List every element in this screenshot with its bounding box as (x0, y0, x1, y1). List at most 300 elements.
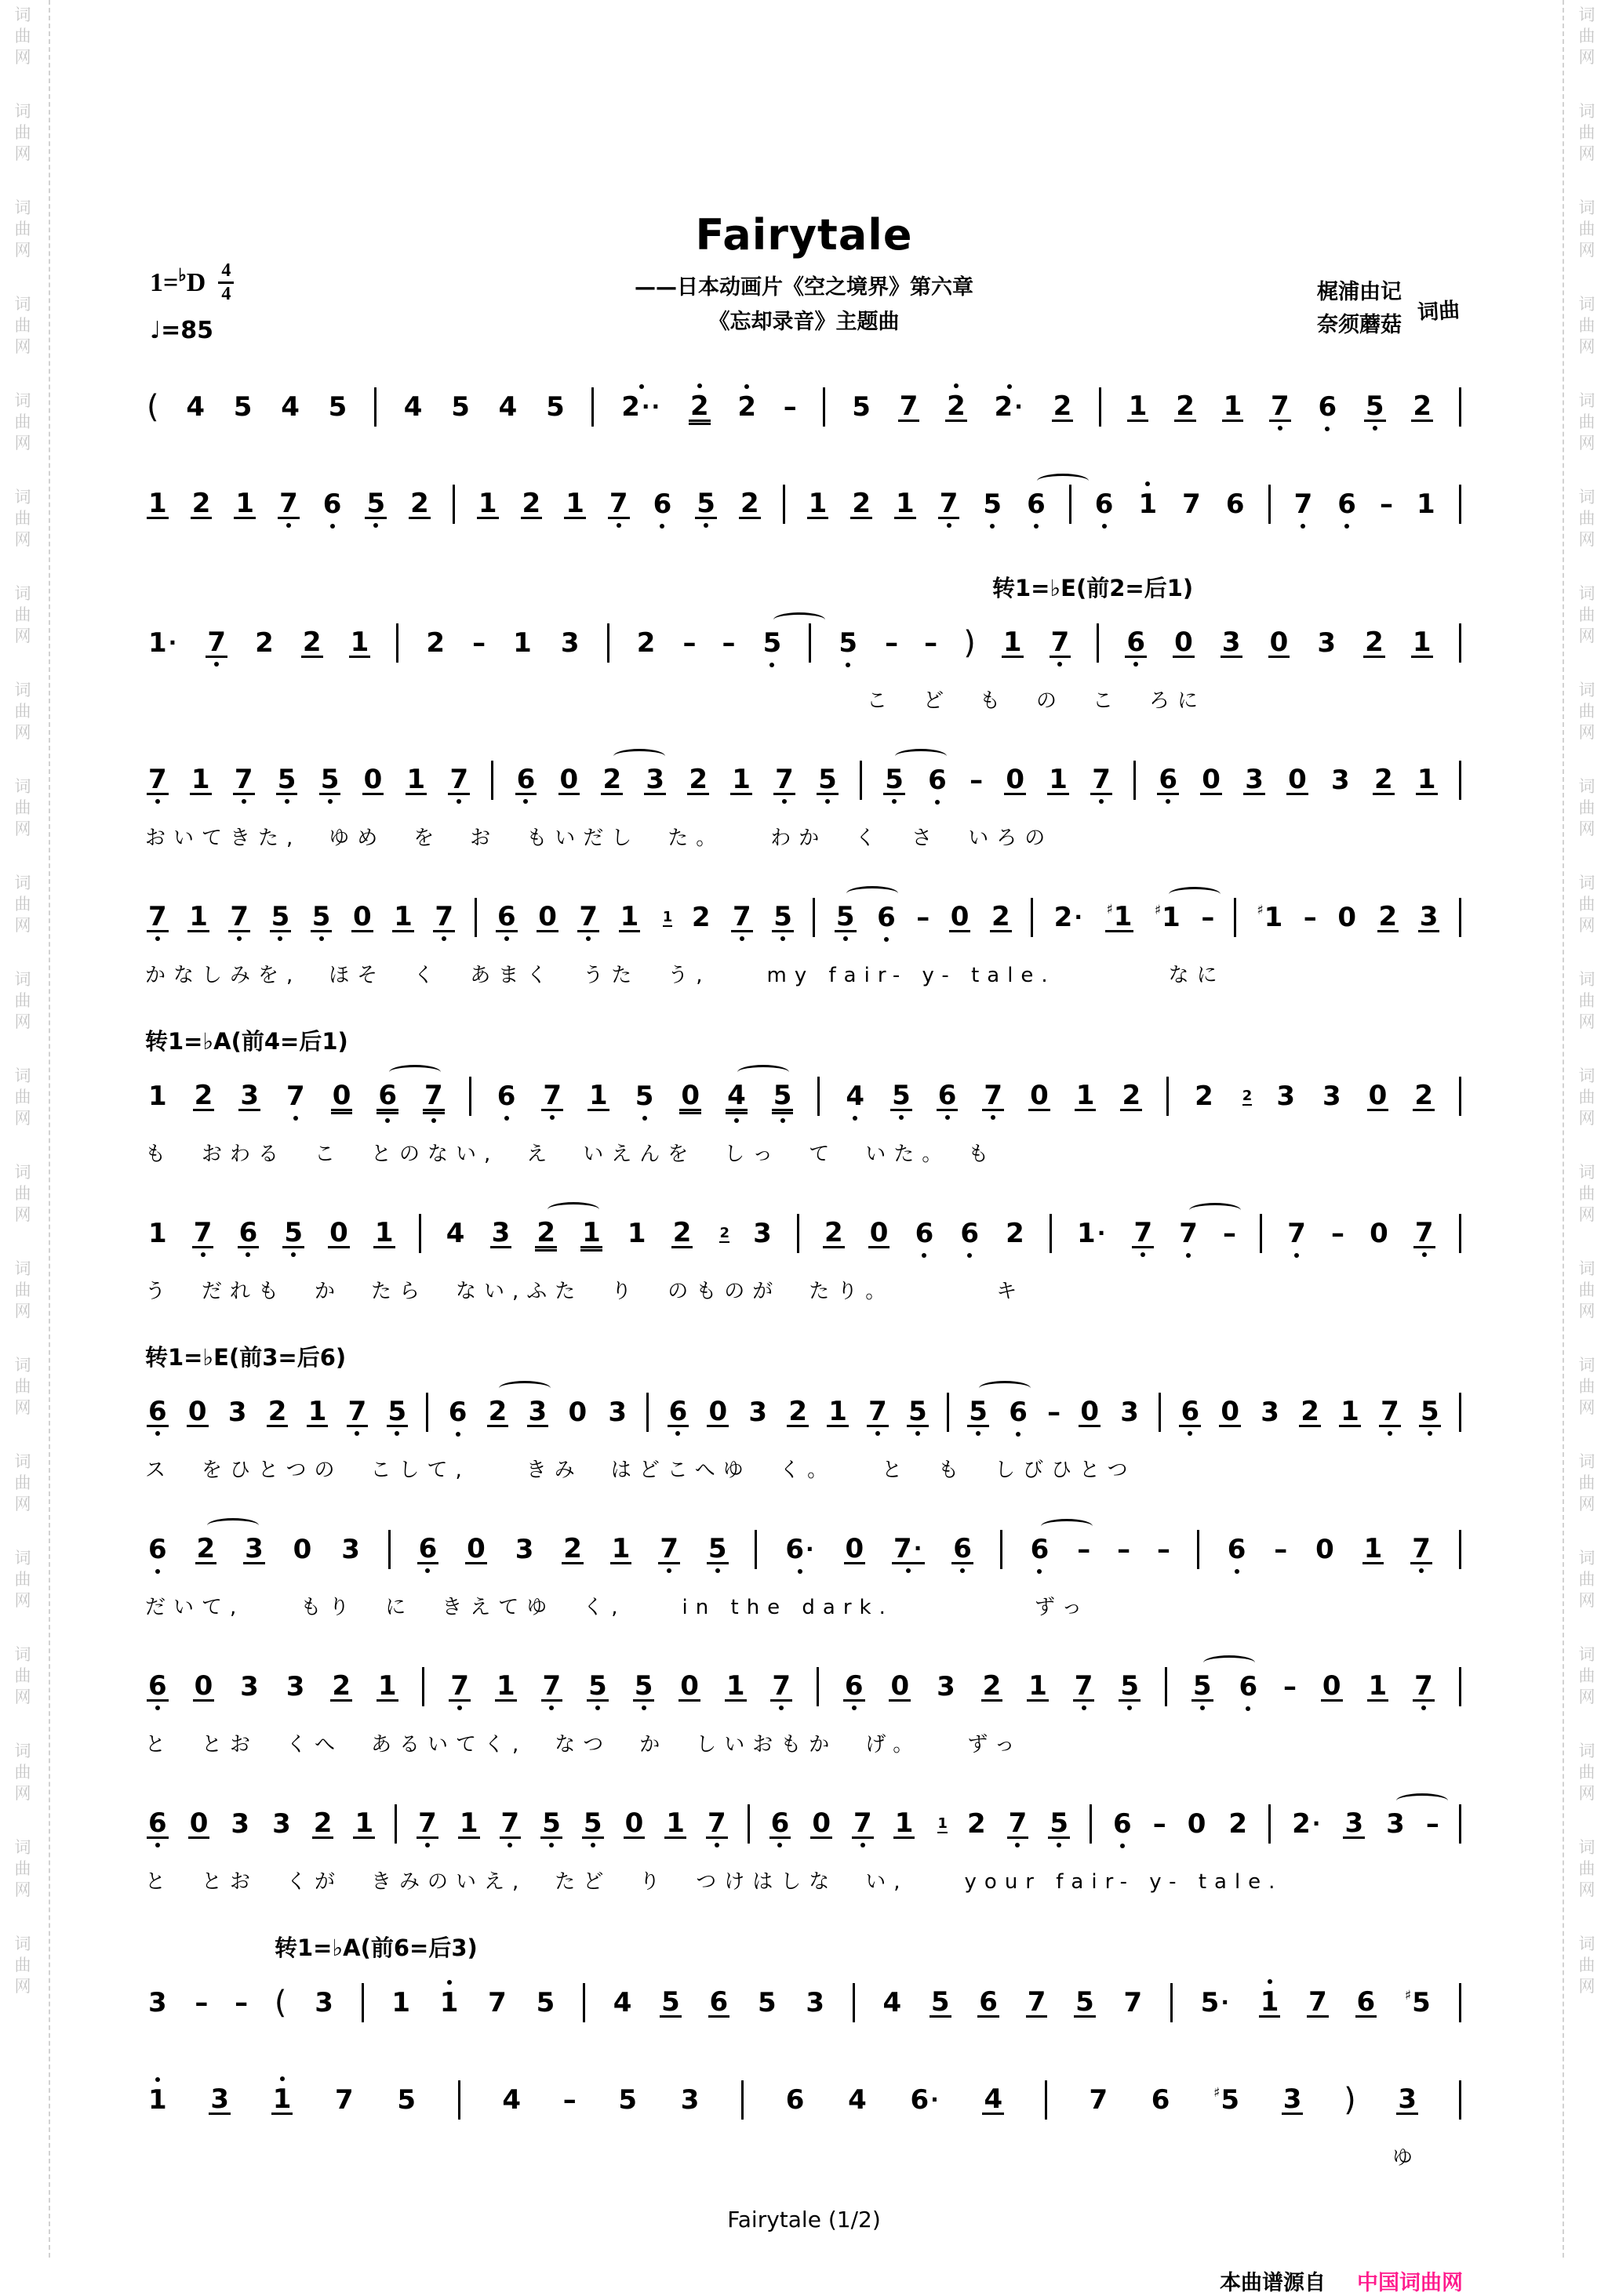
note: 4 (498, 391, 518, 423)
barline (1069, 485, 1071, 524)
duration-dash: – (562, 2084, 577, 2116)
source-site: 中国词曲网 (1357, 2271, 1463, 2295)
note: 0 (194, 1669, 213, 1702)
note: 5 (540, 1810, 562, 1839)
note: 5 (587, 1673, 609, 1702)
note: 7 (448, 766, 470, 795)
barline (741, 2080, 744, 2120)
time-signature (218, 260, 234, 305)
note: 1 (1412, 626, 1432, 658)
duration-dash: – (1201, 902, 1215, 933)
notes-row (145, 1793, 1463, 1855)
barline (1459, 387, 1461, 427)
lyrics-line: と とお くが きみのいえ, たど り つけはしな い, your fair- y- tale. (145, 1870, 1283, 1894)
note: 4 (613, 1987, 632, 2018)
watermark-text: 词 曲 网 (1578, 970, 1595, 1031)
watermark-text: 词 曲 网 (1578, 1742, 1595, 1803)
barline (1166, 1077, 1169, 1116)
note: 6 (652, 491, 674, 518)
duration-dash: – (885, 627, 899, 659)
note: 3 (245, 1532, 264, 1564)
note: 6 (875, 904, 897, 931)
note: ♯5 (1404, 1987, 1431, 2018)
note: 6 (1237, 1673, 1259, 1700)
note: 5 (618, 2084, 638, 2116)
note: 2 (1195, 1081, 1213, 1112)
note: 1 (620, 900, 639, 932)
note: 0 (1030, 1079, 1049, 1111)
page-number-label: Fairytale (1/2) (727, 2207, 881, 2232)
note: 1 (1049, 763, 1068, 795)
note: 1 (566, 487, 584, 519)
note: 5 (233, 391, 253, 423)
note: 0 (950, 900, 970, 932)
note: 1 (513, 627, 532, 659)
note: 3 (1344, 1807, 1364, 1839)
note: 5 (837, 630, 859, 656)
duration-dash: – (970, 765, 984, 796)
barline (1031, 898, 1033, 937)
note: 6 (843, 1673, 865, 1702)
score-sheet (145, 0, 1463, 2296)
note: 1 (1259, 1989, 1281, 2018)
note: 7 (658, 1535, 680, 1564)
note: 7 (1089, 2084, 1108, 2116)
barline (469, 1077, 471, 1116)
watermark-column-right (1570, 5, 1603, 2258)
lyrics-line: かなしみを, ほそ く あまく うた う, my fair- y- tale. なに (145, 964, 1225, 987)
note: 3 (240, 1079, 260, 1111)
barline (1459, 623, 1461, 663)
note: 6 (769, 1810, 791, 1839)
barline (817, 1077, 820, 1116)
barline (1045, 2080, 1047, 2120)
note: 2 (852, 487, 871, 519)
note: 3 (937, 1671, 955, 1702)
note: 0 (559, 763, 579, 795)
note: 7 (233, 766, 255, 795)
music-system (145, 1203, 1463, 1304)
lyrics-line: う だれも か たら ない,ふた り のものが たり。 キ (145, 1280, 1025, 1303)
note: 7 (449, 1673, 471, 1702)
barline (607, 623, 609, 663)
barline (453, 485, 455, 524)
watermark-text: 词 曲 网 (14, 1549, 31, 1610)
note: 5 (387, 1398, 409, 1427)
note: 7 (867, 1398, 889, 1427)
note: 2 (689, 763, 708, 795)
watermark-text: 词 曲 网 (1578, 874, 1595, 935)
note: 4 (726, 1082, 748, 1111)
note: 3 (1384, 1811, 1406, 1837)
note: 1 (148, 1081, 167, 1112)
duration-dash: – (1331, 1218, 1345, 1249)
barline (491, 761, 493, 800)
note: 7 (1410, 1535, 1432, 1564)
note: 5 (270, 903, 292, 932)
note: 1 (828, 1395, 847, 1427)
note: 6 (147, 1810, 169, 1839)
barline (813, 898, 815, 937)
note: 5 (1419, 1398, 1441, 1427)
note: 3 (227, 1397, 247, 1428)
note: 0 (568, 1397, 588, 1428)
note: 2 (426, 627, 446, 659)
note: 7 (423, 1082, 445, 1111)
note: 7 (577, 903, 599, 932)
note: 4 (281, 391, 300, 423)
note: 7 (500, 1810, 522, 1839)
note: 1 (627, 1218, 646, 1249)
watermark-text: 词 曲 网 (1578, 777, 1595, 838)
note: 2 (1006, 1218, 1024, 1249)
lyrics-line: ゆ (1392, 2146, 1421, 2170)
barline (591, 387, 594, 427)
note: 2 (691, 902, 711, 933)
note: 6 (417, 1535, 439, 1564)
barline (1459, 761, 1461, 800)
note: 0 (1269, 626, 1289, 658)
note: 7· (892, 1535, 925, 1564)
note: 4 (848, 2084, 867, 2116)
barline (1133, 761, 1136, 800)
note: 7 (285, 1083, 307, 1110)
duration-dash: – (1303, 902, 1317, 933)
note: 1 (589, 1079, 608, 1111)
music-system (145, 1656, 1463, 1757)
note: 4 (984, 2083, 1003, 2115)
barline (1459, 1214, 1461, 1253)
note: 6 (377, 1082, 398, 1111)
note: 7 (1293, 491, 1315, 518)
note: 7 (347, 1398, 369, 1427)
note: 0 (1370, 1218, 1388, 1249)
note: 1 (394, 900, 413, 932)
note: 1 (459, 1807, 478, 1839)
note: 0 (332, 1079, 351, 1111)
note: 1 (1368, 1669, 1388, 1702)
note: 5 (772, 903, 794, 932)
barline (755, 1530, 757, 1569)
time-signature-top: 4 (218, 260, 234, 284)
duration-dash: – (783, 391, 797, 423)
barline (1268, 1804, 1271, 1844)
note: 0 (329, 1216, 348, 1248)
note: 6 (1179, 1398, 1201, 1427)
watermark-text: 词 曲 网 (1578, 1163, 1595, 1224)
note: 0 (1322, 1669, 1341, 1702)
note: 6 (496, 1083, 518, 1110)
note: 1 (732, 763, 751, 795)
note: 6 (926, 767, 948, 794)
watermark-text: 词 曲 网 (14, 584, 31, 645)
watermark-text: 词 曲 网 (1578, 1838, 1595, 1899)
barline (422, 1667, 424, 1706)
watermark-text: 词 曲 网 (1578, 1452, 1595, 1513)
note: 7 (1182, 489, 1201, 520)
phrase-paren: ( (274, 1985, 287, 2021)
flat-icon: ♭ (178, 264, 187, 285)
note: 1 (235, 487, 255, 519)
note: 7 (731, 903, 753, 932)
note: 5 (451, 391, 470, 423)
note: 0 (1288, 763, 1307, 795)
note: 7 (1177, 1220, 1199, 1247)
lyrics-line: だいて, もり に きえてゆ く, in the dark. ずっ (145, 1596, 1090, 1619)
watermark-text: 词 曲 网 (14, 1645, 31, 1706)
note: 7 (147, 766, 169, 795)
note: 7 (192, 1219, 214, 1248)
note: 0 (708, 1395, 728, 1427)
notes-row (145, 1382, 1463, 1443)
barline (748, 1804, 750, 1844)
grace-note: 2 (719, 1224, 730, 1241)
note: 3 (1419, 900, 1439, 932)
note: 2 (601, 766, 623, 795)
note: 2 (1365, 626, 1384, 658)
note: 6 (709, 1985, 729, 2018)
watermark-text: 词 曲 网 (1578, 1645, 1595, 1706)
note: 6 (1151, 2084, 1170, 2116)
note: 7 (1123, 1987, 1143, 2018)
note: 3 (210, 2083, 230, 2115)
note: 5 (1048, 1810, 1070, 1839)
grace-note: 1 (937, 1815, 948, 1832)
dashed-border-left (49, 0, 50, 2258)
note: 2 (1414, 1079, 1433, 1111)
duration-dash: – (472, 627, 486, 659)
barline (1459, 1077, 1461, 1116)
subtitle-line1: ——日本动画片《空之境界》第六章 (635, 275, 973, 300)
note: 0 (293, 1534, 312, 1565)
note: 2 (982, 1669, 1002, 1702)
note: 2 (410, 487, 429, 519)
note: 5 (1191, 1673, 1213, 1702)
note: 5 (852, 391, 871, 423)
note: 2 (1053, 390, 1072, 422)
note: 4 (186, 391, 206, 423)
note: 2 (255, 627, 274, 659)
note: 3 (1120, 1397, 1139, 1428)
note: 3 (272, 1808, 291, 1840)
note: 0 (1337, 902, 1356, 933)
note: 6 (322, 491, 344, 518)
barline (395, 1804, 397, 1844)
score-header (145, 0, 1463, 376)
note: 6 (1111, 1811, 1133, 1837)
note: 1 (1341, 1395, 1359, 1427)
note: 7 (1269, 393, 1291, 422)
key-change-annotation: 转1=♭A(前6=后3) (275, 1935, 478, 1961)
note: 5 (311, 903, 333, 932)
note: 5 (835, 903, 857, 932)
page-title: Fairytale (695, 210, 913, 260)
note: 6 (147, 1398, 169, 1427)
note: 1 (808, 487, 828, 519)
note: 7 (278, 490, 300, 519)
barline (419, 1214, 421, 1253)
note: 2 (736, 394, 758, 420)
note: 5 (1075, 1985, 1094, 2018)
watermark-text: 词 曲 网 (14, 970, 31, 1031)
note: 5 (1364, 393, 1386, 422)
note: 3 (608, 1397, 628, 1428)
duration-dash: – (1283, 1671, 1297, 1702)
dashed-border-right (1563, 0, 1564, 2258)
note: 2·· (620, 394, 663, 420)
note: 7 (433, 903, 455, 932)
note: 2 (1301, 1395, 1319, 1427)
note: 3 (315, 1987, 333, 2018)
note: 1 (1416, 489, 1435, 520)
note: 6 (1157, 766, 1179, 795)
note: 7 (147, 903, 169, 932)
note: 2· (1292, 1808, 1322, 1840)
note: 2 (332, 1669, 351, 1702)
watermark-text: 词 曲 网 (14, 295, 31, 356)
watermark-text: 词 曲 网 (14, 1935, 31, 1996)
note: 3 (1221, 626, 1241, 658)
music-system (145, 1024, 1463, 1167)
duration-dash: – (1077, 1534, 1091, 1565)
key-letter: D (186, 267, 206, 297)
note: 2· (993, 394, 1026, 420)
duration-dash: – (1156, 1534, 1170, 1565)
note: 2 (1122, 1079, 1141, 1111)
note: 1 (377, 1669, 397, 1702)
note: 3 (240, 1671, 259, 1702)
key-change-annotation: 转1=♭A(前4=后1) (145, 1028, 348, 1055)
note: 7 (938, 490, 960, 519)
note: 7 (899, 390, 919, 422)
barline (860, 761, 862, 800)
note: 1· (1077, 1218, 1108, 1249)
note: 3 (1398, 2083, 1417, 2115)
note: 7 (1132, 1219, 1154, 1248)
note: 1 (1128, 390, 1148, 422)
note: 2 (313, 1807, 333, 1839)
barline (1159, 1393, 1161, 1432)
duration-dash: – (1425, 1808, 1439, 1840)
barline (817, 1667, 819, 1706)
note: 0 (680, 1669, 699, 1702)
note: 0 (467, 1532, 486, 1564)
music-system (145, 2069, 1463, 2171)
credit-names (1317, 276, 1402, 342)
music-system (145, 1340, 1463, 1483)
note: 2 (1228, 1808, 1248, 1840)
lyrics-line: ス をひとつの こして, きみ はどこへゆ く。 と も しびひとつ (145, 1459, 1136, 1482)
barline (1459, 1393, 1461, 1432)
duration-dash: – (195, 1987, 209, 2018)
notes-row (145, 1972, 1463, 2033)
note: 2 (672, 1216, 692, 1248)
note: 7 (488, 1987, 507, 2018)
barline (823, 387, 825, 427)
barline (1459, 485, 1461, 524)
note: 2 (191, 487, 211, 519)
note: 1 (271, 2086, 293, 2115)
note: 0 (845, 1532, 864, 1564)
barline (458, 2080, 460, 2120)
note: 7 (852, 1810, 874, 1839)
note: 1 (611, 1532, 631, 1564)
note: 0 (812, 1807, 831, 1839)
note: 0 (624, 1807, 644, 1839)
note: 6 (1025, 491, 1047, 518)
note: 6 (1316, 394, 1338, 420)
note: 3 (748, 1397, 768, 1428)
note: 2 (1373, 763, 1393, 795)
note: 1 (896, 487, 915, 519)
note: 2 (267, 1395, 287, 1427)
watermark-text: 词 曲 网 (14, 1066, 31, 1128)
watermark-text: 词 曲 网 (14, 777, 31, 838)
note: 5 (817, 766, 839, 795)
note: 5 (328, 391, 347, 423)
note: 2 (991, 900, 1010, 932)
note: 7 (1027, 1985, 1046, 2018)
note: 3 (231, 1808, 250, 1840)
note: 0 (352, 900, 372, 932)
note: 5 (757, 1987, 777, 2018)
note: 1 (374, 1216, 394, 1248)
note: 5 (967, 1398, 989, 1427)
note: 3 (148, 1987, 167, 2018)
note: 6 (147, 1536, 169, 1563)
notes-row (145, 474, 1463, 535)
note: 3 (1317, 627, 1337, 659)
notes-row (145, 2069, 1463, 2131)
barline (396, 623, 398, 663)
key-change-annotation: 转1=♭E(前3=后6) (145, 1344, 347, 1371)
credits-block (1317, 276, 1460, 342)
note: 4 (446, 1218, 465, 1249)
note: 2 (740, 487, 759, 519)
note: 1 (1363, 1532, 1383, 1564)
note: 1 (1002, 626, 1022, 658)
note: 6 (668, 1398, 689, 1427)
watermark-text: 词 曲 网 (1578, 1259, 1595, 1321)
barline (388, 1530, 391, 1569)
note: 7 (335, 2084, 354, 2116)
note: 0 (1315, 1534, 1334, 1565)
phrase-paren: ) (1344, 2082, 1356, 2118)
note: 6 (785, 2084, 805, 2116)
note: 5 (772, 1082, 794, 1111)
grace-note: 1 (662, 908, 673, 925)
note: 5 (890, 1082, 912, 1111)
note: 3 (286, 1671, 305, 1702)
note: 7 (1007, 1810, 1029, 1839)
barline (374, 387, 377, 427)
duration-dash: – (682, 627, 697, 659)
note: 5 (1119, 1673, 1141, 1702)
note: 1 (307, 1395, 327, 1427)
notes-row (145, 750, 1463, 811)
note: 3 (1245, 763, 1264, 795)
note: 7 (1379, 1398, 1401, 1427)
note: 4 (882, 1987, 902, 2018)
watermark-text: 词 曲 网 (14, 1163, 31, 1224)
note: 6 (1007, 1399, 1029, 1426)
note: 1 (1028, 1669, 1047, 1702)
duration-dash: – (1152, 1808, 1166, 1840)
lyrics-line: おいてきた, ゆめ を お もいだし た。 わか く さ いろの (145, 826, 1053, 850)
music-system (145, 1519, 1463, 1620)
duration-dash: – (924, 627, 938, 659)
note: 7 (1413, 1219, 1435, 1248)
